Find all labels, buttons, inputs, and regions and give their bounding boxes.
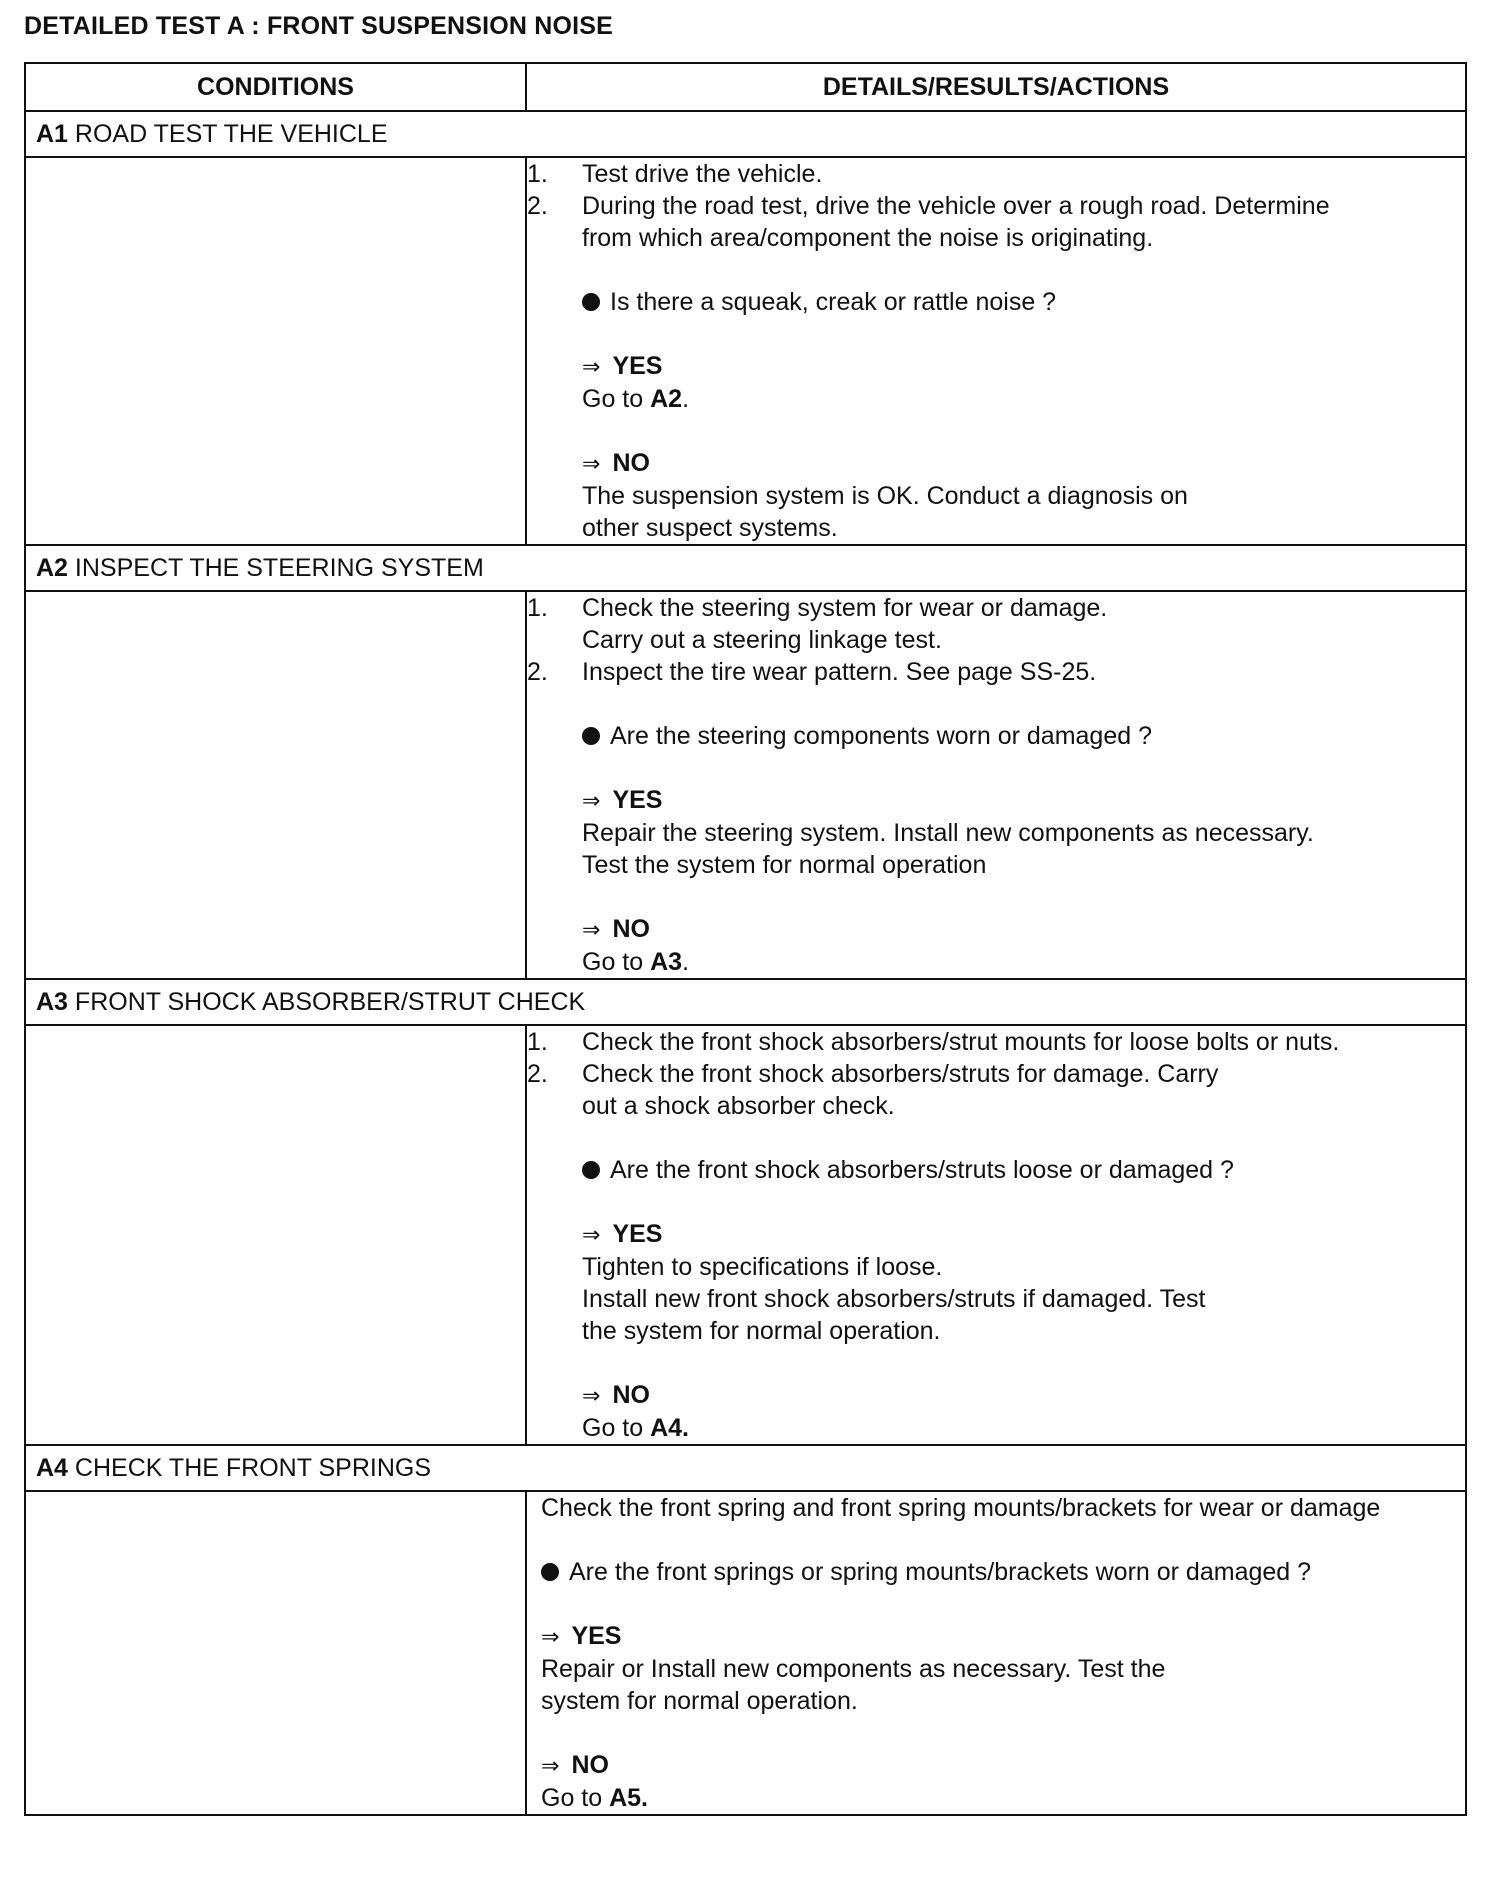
step-a4-heading-row: [25, 1445, 1466, 1491]
bullet-icon: [582, 1161, 600, 1179]
yes-answer: ⇒ YES Tighten to specifications if loose. Install new front shock absorbers/struts if damaged. Test the system for normal operation.: [582, 1220, 1206, 1345]
instruction-item: 1. Check the front shock absorbers/strut mounts for loose bolts or nuts.: [527, 1028, 1340, 1056]
page-title: DETAILED TEST A : FRONT SUSPENSION NOISE: [24, 12, 614, 40]
yes-answer: ⇒ YES Repair the steering system. Install new components as necessary. Test the system for normal operation: [582, 786, 1314, 879]
step-title: INSPECT THE STEERING SYSTEM: [74, 554, 484, 582]
question: Is there a squeak, creak or rattle noise ?: [582, 286, 1465, 318]
arrow-icon: ⇒: [582, 451, 601, 476]
details-header: DETAILS/RESULTS/ACTIONS: [526, 63, 1466, 111]
arrow-icon: ⇒: [582, 917, 601, 942]
step-a4-body-row: [25, 1491, 1466, 1815]
question: Are the front springs or spring mounts/brackets worn or damaged ?: [541, 1556, 1465, 1588]
step-title: CHECK THE FRONT SPRINGS: [74, 1454, 431, 1482]
step-title: ROAD TEST THE VEHICLE: [74, 120, 388, 148]
bullet-icon: [582, 727, 600, 745]
arrow-icon: ⇒: [582, 354, 601, 379]
step-title: FRONT SHOCK ABSORBER/STRUT CHECK: [74, 988, 586, 1016]
details-cell: [526, 591, 1466, 979]
question: Are the front shock absorbers/struts loose or damaged ?: [582, 1154, 1465, 1186]
yes-answer: ⇒ YES Repair or Install new components as necessary. Test the system for normal operation.: [541, 1622, 1166, 1715]
instruction-item: 2. Check the front shock absorbers/struts for damage. Carry out a shock absorber check.: [527, 1060, 1219, 1120]
step-a3-heading: [25, 979, 1466, 1025]
step-a2-heading: [25, 545, 1466, 591]
instruction-list: [527, 1026, 1465, 1122]
step-a1-heading: [25, 111, 1466, 157]
step-a2-body-row: [25, 591, 1466, 979]
step-a2-heading-row: [25, 545, 1466, 591]
step-a3-heading-row: [25, 979, 1466, 1025]
step-code: A4: [36, 1454, 68, 1482]
no-answer: ⇒ NO Go to A3.: [582, 915, 690, 976]
question: Are the steering components worn or damaged ?: [582, 720, 1465, 752]
no-answer: ⇒ NO The suspension system is OK. Conduct a diagnosis on other suspect systems.: [582, 449, 1188, 542]
yes-answer: ⇒ YES Go to A2.: [582, 352, 690, 413]
instruction-item: 2. Inspect the tire wear pattern. See page SS-25.: [527, 658, 1097, 686]
details-cell: [526, 1025, 1466, 1445]
conditions-cell: [25, 1491, 526, 1815]
step-a1-body-row: [25, 157, 1466, 545]
arrow-icon: ⇒: [541, 1624, 560, 1649]
instruction-list: [527, 158, 1465, 254]
details-cell: [526, 157, 1466, 545]
step-code: A3: [36, 988, 68, 1016]
conditions-cell: [25, 157, 526, 545]
table-header-row: [25, 63, 1466, 111]
no-answer: ⇒ NO Go to A5.: [541, 1751, 648, 1812]
conditions-cell: [25, 591, 526, 979]
no-answer: ⇒ NO Go to A4.: [582, 1381, 689, 1442]
instruction-item: 2. During the road test, drive the vehicle over a rough road. Determine from which area/component the noise is originating.: [527, 192, 1330, 252]
conditions-cell: [25, 1025, 526, 1445]
arrow-icon: ⇒: [582, 1383, 601, 1408]
details-cell: [526, 1491, 1466, 1815]
step-code: A2: [36, 554, 68, 582]
step-a4-heading: [25, 1445, 1466, 1491]
bullet-icon: [541, 1563, 559, 1581]
diagnostic-table: [24, 62, 1467, 1816]
bullet-icon: [582, 293, 600, 311]
step-a1-heading-row: [25, 111, 1466, 157]
arrow-icon: ⇒: [541, 1753, 560, 1778]
instruction-item: 1. Check the steering system for wear or damage. Carry out a steering linkage test.: [527, 594, 1108, 654]
instruction-item: 1. Test drive the vehicle.: [527, 160, 823, 188]
arrow-icon: ⇒: [582, 788, 601, 813]
conditions-header: CONDITIONS: [25, 63, 526, 111]
instruction-text: Check the front spring and front spring mounts/brackets for wear or damage: [541, 1494, 1381, 1522]
step-a3-body-row: [25, 1025, 1466, 1445]
arrow-icon: ⇒: [582, 1222, 601, 1247]
instruction-list: [527, 592, 1465, 688]
step-code: A1: [36, 120, 68, 148]
